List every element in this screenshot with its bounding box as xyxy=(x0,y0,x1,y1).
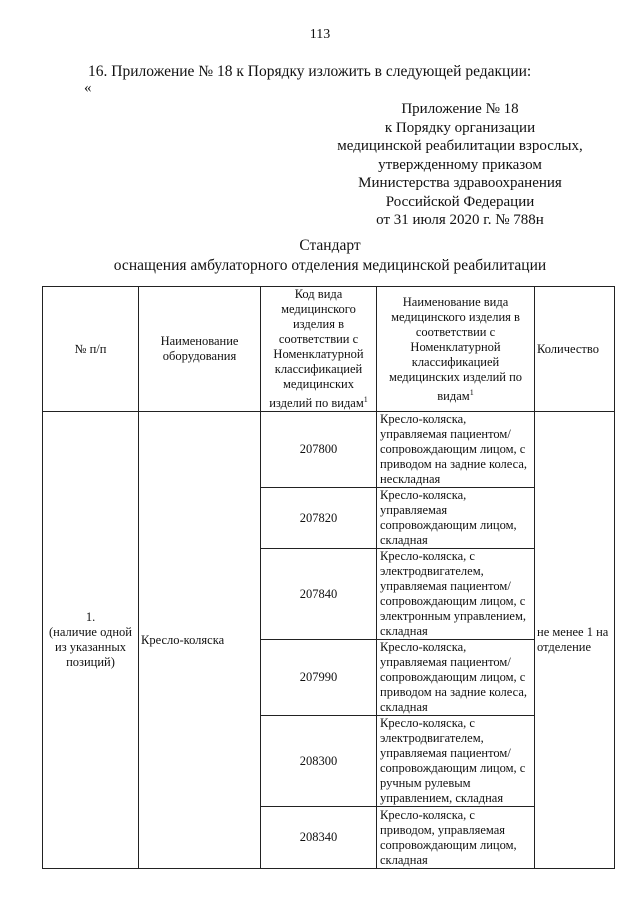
group-qty: не менее 1 на отделение xyxy=(535,412,615,869)
footnote-marker: 1 xyxy=(469,387,474,397)
header-qty: Количество xyxy=(535,287,615,412)
header-code-text: Код вида медицинского изделия в соответствии с Номенклатурной классификацией медицинских изделий по видам xyxy=(269,287,364,411)
appendix-line: медицинской реабилитации взрослых, xyxy=(337,138,583,154)
header-num: № п/п xyxy=(43,287,139,412)
device-code: 207840 xyxy=(261,549,377,640)
appendix-heading xyxy=(300,100,620,230)
table-row xyxy=(43,412,615,488)
device-name: Кресло-коляска, с электродвигателем, управляемая пациентом/ сопровождающим лицом, с ручным рулевым управлением, складная xyxy=(377,716,535,807)
document-title xyxy=(0,236,640,276)
appendix-line: от 31 июля 2020 г. № 788н xyxy=(376,212,544,228)
opening-quote: « xyxy=(84,80,92,96)
amendment-paragraph: 16. Приложение № 18 к Порядку изложить в следующей редакции: xyxy=(88,63,532,80)
group-num-cell xyxy=(43,412,139,869)
appendix-line: Министерства здравоохранения xyxy=(358,175,562,191)
device-code: 207820 xyxy=(261,488,377,549)
footnote-marker: 1 xyxy=(363,395,368,404)
page-number: 113 xyxy=(309,27,331,42)
title-line-1: Стандарт xyxy=(299,237,361,254)
device-name: Кресло-коляска, с электродвигателем, управляемая пациентом/ сопровождающим лицом, с электронным управлением, складная xyxy=(377,549,535,640)
device-name: Кресло-коляска, управляемая пациентом/ сопровождающим лицом, с приводом на задние колеса, складная xyxy=(377,640,535,716)
table-header-row xyxy=(43,287,615,412)
device-name: Кресло-коляска, с приводом, управляемая сопровождающим лицом, складная xyxy=(377,807,535,869)
device-code: 207990 xyxy=(261,640,377,716)
header-equipment: Наименование оборудования xyxy=(139,287,261,412)
equipment-standard-table xyxy=(42,286,615,869)
group-num-note: (наличие одной из указанных позиций) xyxy=(49,625,132,670)
header-code xyxy=(261,287,377,412)
title-line-2: оснащения амбулаторного отделения медицинской реабилитации xyxy=(113,257,547,274)
device-code: 208300 xyxy=(261,716,377,807)
appendix-line: к Порядку организации xyxy=(384,119,536,136)
group-equipment: Кресло-коляска xyxy=(139,412,261,869)
header-name-text: Наименование вида медицинского изделия в соответствии с Номенклатурной классификацией медицинских изделий по видам xyxy=(388,294,523,403)
header-name xyxy=(377,287,535,412)
device-code: 207800 xyxy=(261,412,377,488)
device-name: Кресло-коляска, управляемая сопровождающим лицом, складная xyxy=(377,488,535,549)
appendix-line: Приложение № 18 xyxy=(401,101,519,117)
appendix-line: утвержденному приказом xyxy=(378,156,542,173)
device-name: Кресло-коляска, управляемая пациентом/ сопровождающим лицом, с приводом на задние колеса, нескладная xyxy=(377,412,535,488)
group-num: 1. xyxy=(85,610,96,625)
device-code: 208340 xyxy=(261,807,377,869)
appendix-line: Российской Федерации xyxy=(385,193,535,210)
